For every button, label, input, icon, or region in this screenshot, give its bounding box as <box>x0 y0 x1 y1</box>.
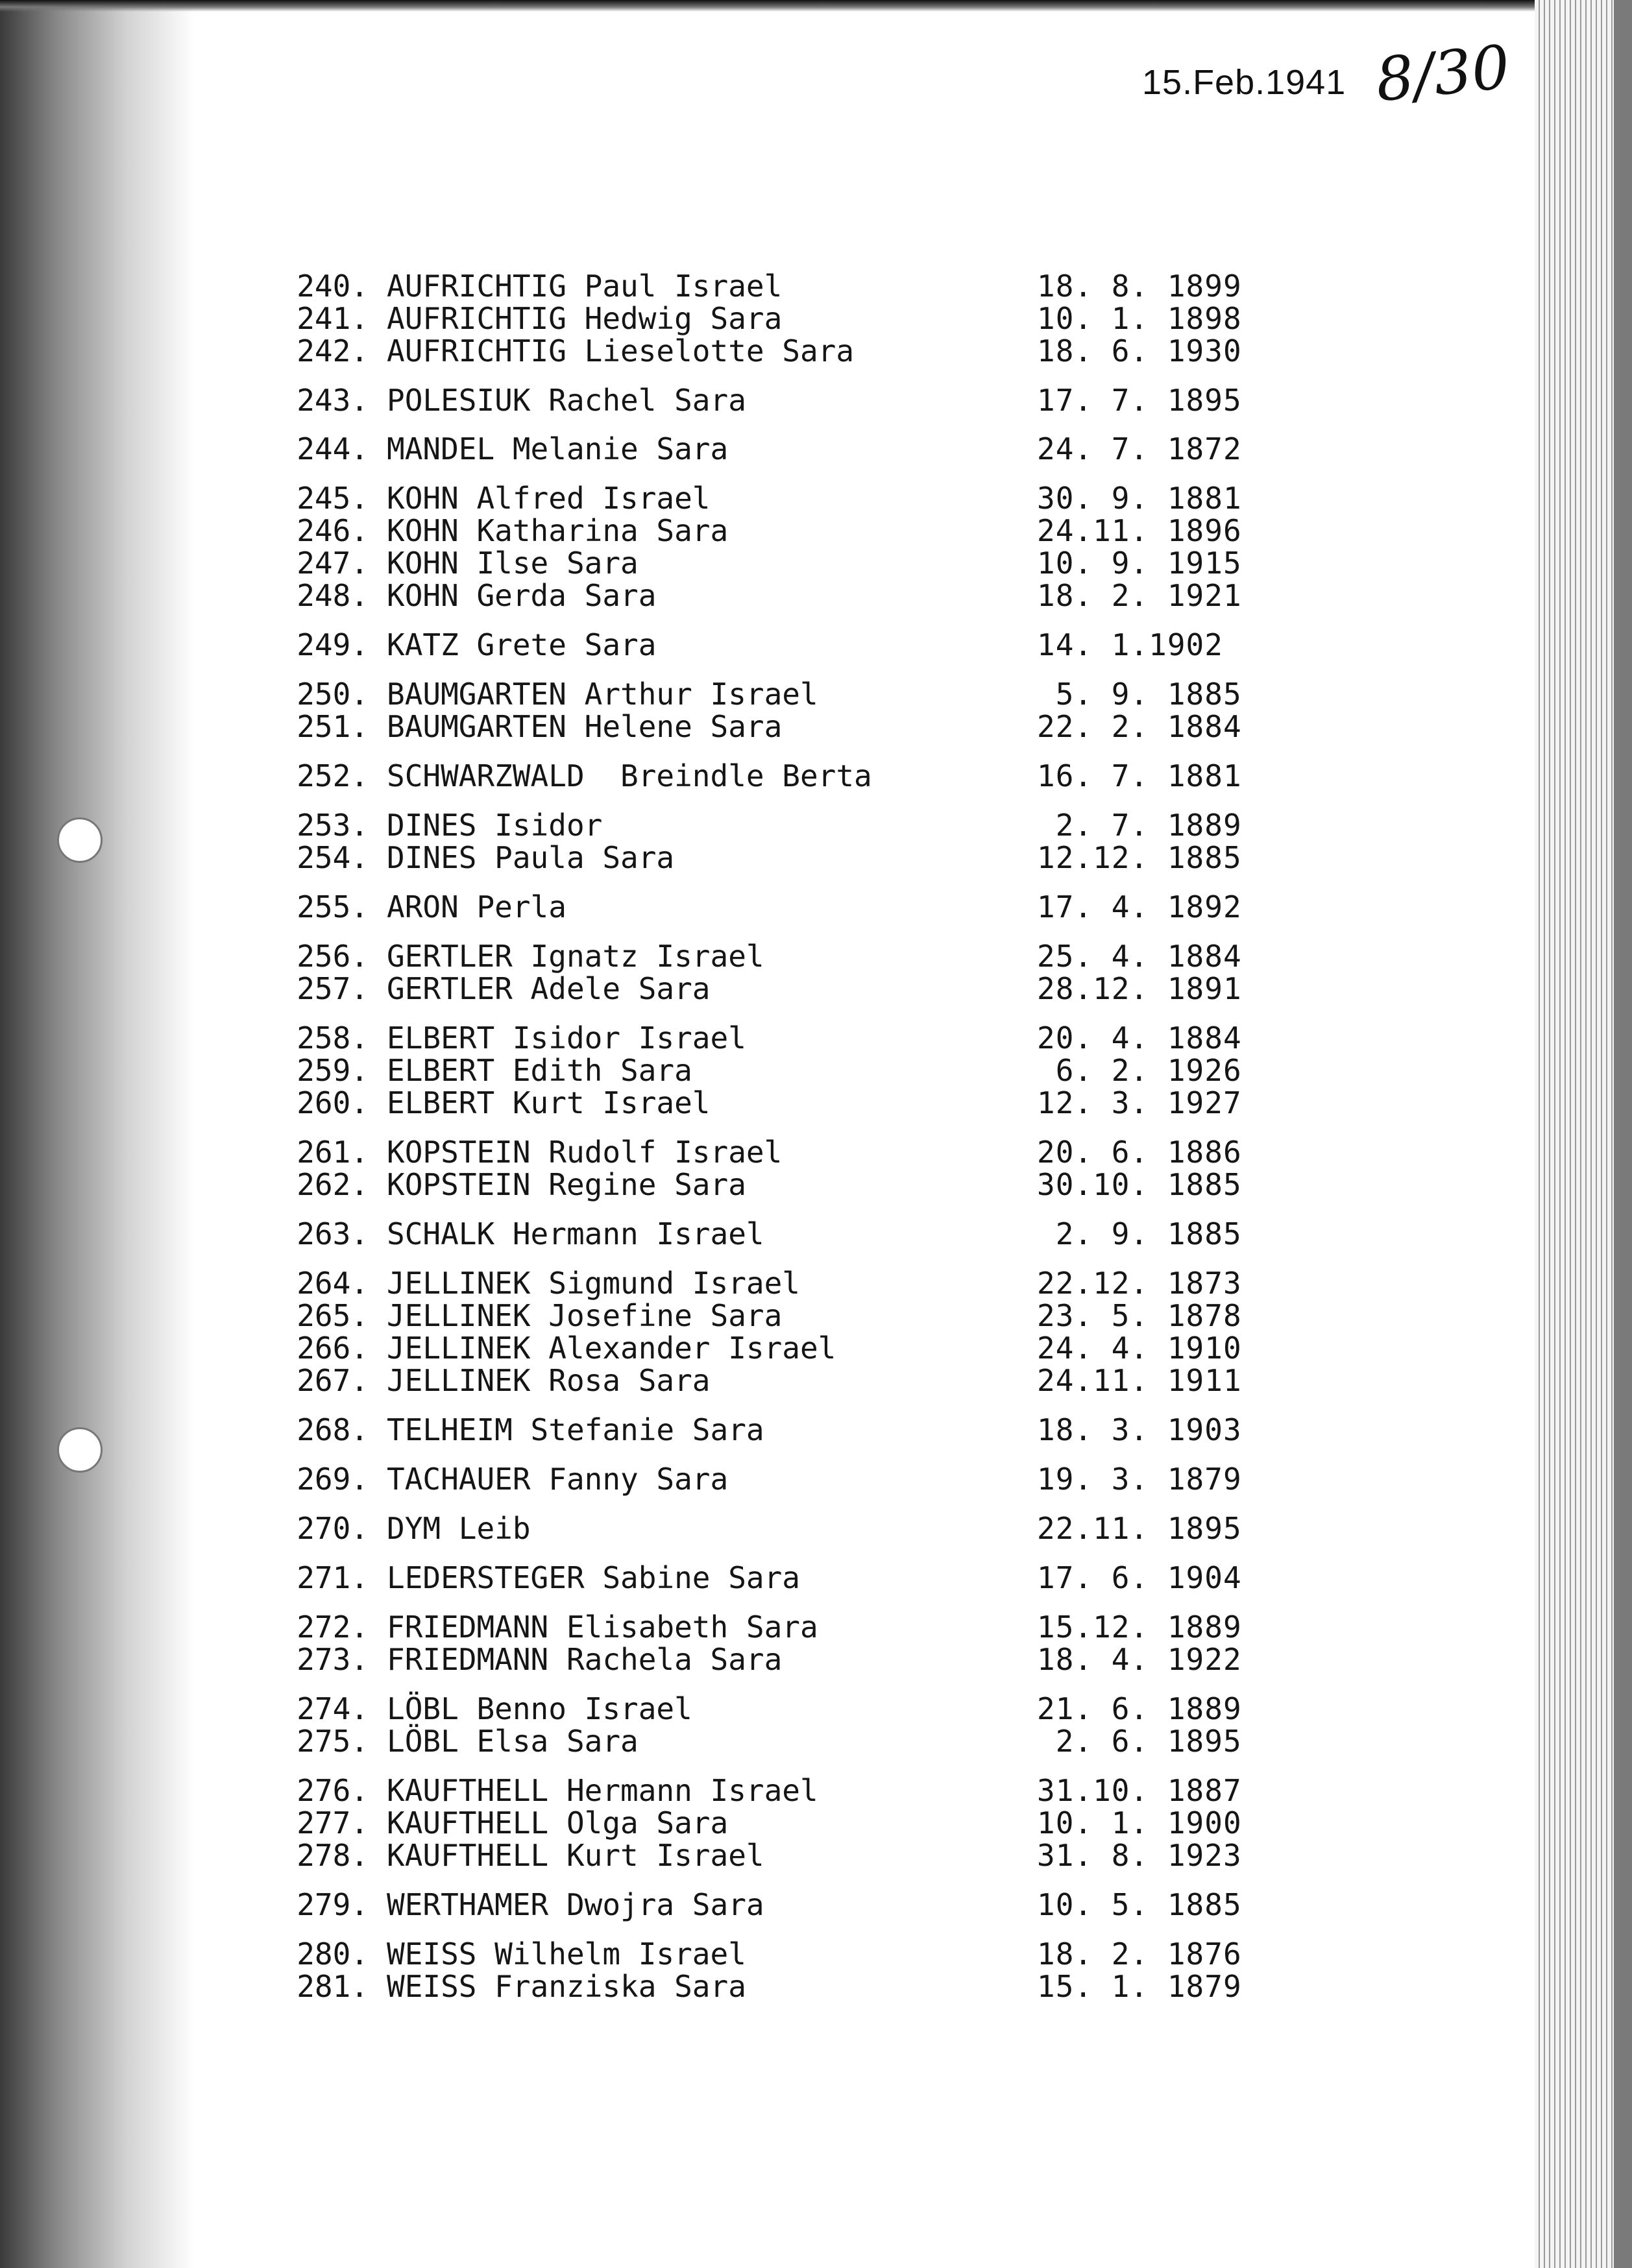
entry-birth-date: 22.12. 1873 <box>1037 1266 1242 1301</box>
entry-name: DINES Isidor <box>387 808 603 843</box>
list-item <box>0 1216 1428 1249</box>
entry-number: 269. <box>297 1462 369 1497</box>
entry-birth-date: 31. 8. 1923 <box>1037 1838 1242 1873</box>
entry-birth-date: 22. 2. 1884 <box>1037 709 1242 744</box>
entry-name: LEDERSTEGER Sabine Sara <box>387 1560 800 1595</box>
list-item <box>0 1511 1428 1546</box>
entry-name: DINES Paula Sara <box>387 840 675 875</box>
entry-name: GERTLER Adele Sara <box>387 971 711 1006</box>
entry-birth-date: 15. 1. 1879 <box>1037 1969 1242 2004</box>
entry-number: 276. <box>297 1773 369 1808</box>
list-item <box>0 1936 1428 1972</box>
entry-name: LÖBL Benno Israel <box>387 1691 692 1726</box>
entry-number: 241. <box>297 301 369 336</box>
entry-name: SCHWARZWALD Breindle Berta <box>387 758 872 793</box>
entry-birth-date: 20. 6. 1886 <box>1037 1135 1242 1170</box>
entry-number: 257. <box>297 971 369 1006</box>
entry-birth-date: 16. 7. 1881 <box>1037 758 1242 793</box>
entry-number: 243. <box>297 383 369 418</box>
entry-birth-date: 23. 5. 1878 <box>1037 1298 1242 1333</box>
list-item <box>0 333 1428 366</box>
entry-birth-date: 18. 3. 1903 <box>1037 1412 1242 1447</box>
entry-name: TELHEIM Stefanie Sara <box>387 1412 764 1447</box>
entry-name: KAUFTHELL Kurt Israel <box>387 1838 764 1873</box>
list-item <box>0 1805 1428 1838</box>
entry-name: FRIEDMANN Rachela Sara <box>387 1642 783 1677</box>
entry-number: 277. <box>297 1805 369 1840</box>
entry-name: POLESIUK Rachel Sara <box>387 383 746 418</box>
entry-number: 278. <box>297 1838 369 1873</box>
entry-number: 254. <box>297 840 369 875</box>
entry-number: 279. <box>297 1887 369 1922</box>
entry-number: 258. <box>297 1020 369 1056</box>
list-item <box>0 1642 1428 1677</box>
list-item <box>0 627 1428 660</box>
entry-name: KOHN Gerda Sara <box>387 578 657 613</box>
entry-name: AUFRICHTIG Paul Israel <box>387 269 783 304</box>
entry-name: MANDEL Melanie Sara <box>387 431 729 466</box>
entry-birth-date: 2. 9. 1885 <box>1037 1216 1242 1251</box>
entry-name: KOHN Alfred Israel <box>387 481 711 516</box>
entry-birth-date: 18. 2. 1921 <box>1037 578 1242 613</box>
entry-birth-date: 10. 1. 1898 <box>1037 301 1242 336</box>
list-item <box>0 1298 1428 1331</box>
list-item <box>0 301 1428 336</box>
entry-name: KOPSTEIN Regine Sara <box>387 1167 746 1202</box>
list-item <box>0 1887 1428 1920</box>
entry-name: WEISS Franziska Sara <box>387 1969 746 2004</box>
entry-name: ARON Perla <box>387 889 566 924</box>
entry-number: 252. <box>297 758 369 793</box>
entry-number: 271. <box>297 1560 369 1595</box>
list-item <box>0 1135 1428 1170</box>
entry-birth-date: 30. 9. 1881 <box>1037 481 1242 516</box>
list-item <box>0 939 1428 974</box>
entry-birth-date: 18. 2. 1876 <box>1037 1936 1242 1972</box>
entry-number: 270. <box>297 1511 369 1546</box>
list-item <box>0 758 1428 791</box>
entry-number: 275. <box>297 1724 369 1759</box>
entry-number: 281. <box>297 1969 369 2004</box>
list-item <box>0 1053 1428 1088</box>
entry-number: 265. <box>297 1298 369 1333</box>
entry-name: JELLINEK Rosa Sara <box>387 1363 711 1398</box>
entry-name: KOHN Katharina Sara <box>387 513 729 548</box>
entry-birth-date: 2. 6. 1895 <box>1037 1724 1242 1759</box>
entry-birth-date: 18. 8. 1899 <box>1037 269 1242 304</box>
entry-number: 266. <box>297 1331 369 1366</box>
list-item <box>0 1331 1428 1366</box>
list-item <box>0 431 1428 464</box>
entry-name: KAUFTHELL Hermann Israel <box>387 1773 818 1808</box>
entry-name: TACHAUER Fanny Sara <box>387 1462 729 1497</box>
entry-name: KOHN Ilse Sara <box>387 546 639 581</box>
entry-birth-date: 31.10. 1887 <box>1037 1773 1242 1808</box>
entry-birth-date: 24. 7. 1872 <box>1037 431 1242 466</box>
date-stamp: 15.Feb.1941 <box>1142 63 1346 102</box>
entry-birth-date: 14. 1.1902 <box>1037 627 1223 662</box>
entry-number: 267. <box>297 1363 369 1398</box>
entry-birth-date: 17. 7. 1895 <box>1037 383 1242 418</box>
list-item <box>0 383 1428 418</box>
entry-number: 261. <box>297 1135 369 1170</box>
list-item <box>0 1363 1428 1398</box>
entry-name: DYM Leib <box>387 1511 531 1546</box>
entry-number: 247. <box>297 546 369 581</box>
entry-number: 242. <box>297 333 369 368</box>
entry-name: KAUFTHELL Olga Sara <box>387 1805 729 1840</box>
list-item <box>0 840 1428 873</box>
entry-number: 246. <box>297 513 369 548</box>
entry-number: 272. <box>297 1610 369 1645</box>
list-item <box>0 1167 1428 1200</box>
entry-birth-date: 24. 4. 1910 <box>1037 1331 1242 1366</box>
entry-birth-date: 28.12. 1891 <box>1037 971 1242 1006</box>
entry-number: 248. <box>297 578 369 613</box>
entry-birth-date: 24.11. 1896 <box>1037 513 1242 548</box>
entry-name: SCHALK Hermann Israel <box>387 1216 764 1251</box>
entry-number: 263. <box>297 1216 369 1251</box>
entry-birth-date: 17. 4. 1892 <box>1037 889 1242 924</box>
entry-number: 264. <box>297 1266 369 1301</box>
list-item <box>0 481 1428 516</box>
entry-birth-date: 5. 9. 1885 <box>1037 677 1242 712</box>
entry-birth-date: 10. 5. 1885 <box>1037 1887 1242 1922</box>
entry-name: GERTLER Ignatz Israel <box>387 939 764 974</box>
list-item <box>0 1838 1428 1873</box>
entry-birth-date: 12. 3. 1927 <box>1037 1085 1242 1120</box>
entry-birth-date: 10. 1. 1900 <box>1037 1805 1242 1840</box>
entry-name: AUFRICHTIG Hedwig Sara <box>387 301 783 336</box>
entry-name: ELBERT Kurt Israel <box>387 1085 711 1120</box>
entry-name: WEISS Wilhelm Israel <box>387 1936 746 1972</box>
entry-number: 245. <box>297 481 369 516</box>
entry-name: BAUMGARTEN Helene Sara <box>387 709 783 744</box>
list-item <box>0 1412 1428 1445</box>
entry-number: 259. <box>297 1053 369 1088</box>
entry-number: 240. <box>297 269 369 304</box>
entry-birth-date: 12.12. 1885 <box>1037 840 1242 875</box>
entry-name: WERTHAMER Dwojra Sara <box>387 1887 764 1922</box>
list-item <box>0 1266 1428 1301</box>
entry-number: 255. <box>297 889 369 924</box>
entry-number: 260. <box>297 1085 369 1120</box>
handwritten-reference: 8/30 <box>1372 32 1513 115</box>
entry-birth-date: 2. 7. 1889 <box>1037 808 1242 843</box>
list-item <box>0 1462 1428 1497</box>
list-item <box>0 546 1428 581</box>
entry-birth-date: 20. 4. 1884 <box>1037 1020 1242 1056</box>
entry-number: 256. <box>297 939 369 974</box>
list-item <box>0 1724 1428 1759</box>
list-item <box>0 1773 1428 1808</box>
entry-number: 268. <box>297 1412 369 1447</box>
entry-birth-date: 15.12. 1889 <box>1037 1610 1242 1645</box>
scan-top-edge <box>0 0 1632 12</box>
list-item <box>0 1560 1428 1593</box>
list-item <box>0 269 1428 304</box>
list-item <box>0 889 1428 922</box>
list-item <box>0 1969 1428 2004</box>
list-item <box>0 1020 1428 1056</box>
list-item <box>0 709 1428 742</box>
entry-name: KATZ Grete Sara <box>387 627 657 662</box>
list-item <box>0 677 1428 712</box>
entry-name: JELLINEK Sigmund Israel <box>387 1266 800 1301</box>
entry-number: 253. <box>297 808 369 843</box>
entry-birth-date: 21. 6. 1889 <box>1037 1691 1242 1726</box>
list-item <box>0 1085 1428 1118</box>
entry-number: 274. <box>297 1691 369 1726</box>
list-item <box>0 513 1428 546</box>
entry-name: ELBERT Edith Sara <box>387 1053 692 1088</box>
entry-name: JELLINEK Josefine Sara <box>387 1298 783 1333</box>
entry-birth-date: 18. 6. 1930 <box>1037 333 1242 368</box>
entry-number: 262. <box>297 1167 369 1202</box>
entry-birth-date: 22.11. 1895 <box>1037 1511 1242 1546</box>
list-item <box>0 808 1428 843</box>
entry-name: FRIEDMANN Elisabeth Sara <box>387 1610 818 1645</box>
entry-number: 273. <box>297 1642 369 1677</box>
scan-right-border <box>1614 0 1632 2268</box>
entry-number: 250. <box>297 677 369 712</box>
entry-birth-date: 6. 2. 1926 <box>1037 1053 1242 1088</box>
entry-birth-date: 25. 4. 1884 <box>1037 939 1242 974</box>
list-item <box>0 1691 1428 1724</box>
entry-name: BAUMGARTEN Arthur Israel <box>387 677 818 712</box>
list-item <box>0 578 1428 613</box>
entry-name: LÖBL Elsa Sara <box>387 1724 639 1759</box>
entry-name: AUFRICHTIG Lieselotte Sara <box>387 333 855 368</box>
entry-number: 249. <box>297 627 369 662</box>
entry-birth-date: 17. 6. 1904 <box>1037 1560 1242 1595</box>
entry-name: KOPSTEIN Rudolf Israel <box>387 1135 783 1170</box>
entry-birth-date: 19. 3. 1879 <box>1037 1462 1242 1497</box>
list-item <box>0 971 1428 1004</box>
entry-name: ELBERT Isidor Israel <box>387 1020 746 1056</box>
entry-birth-date: 10. 9. 1915 <box>1037 546 1242 581</box>
list-item <box>0 1610 1428 1645</box>
entry-birth-date: 18. 4. 1922 <box>1037 1642 1242 1677</box>
entry-birth-date: 30.10. 1885 <box>1037 1167 1242 1202</box>
entry-number: 251. <box>297 709 369 744</box>
entry-birth-date: 24.11. 1911 <box>1037 1363 1242 1398</box>
entry-number: 280. <box>297 1936 369 1972</box>
entry-name: JELLINEK Alexander Israel <box>387 1331 836 1366</box>
entry-number: 244. <box>297 431 369 466</box>
